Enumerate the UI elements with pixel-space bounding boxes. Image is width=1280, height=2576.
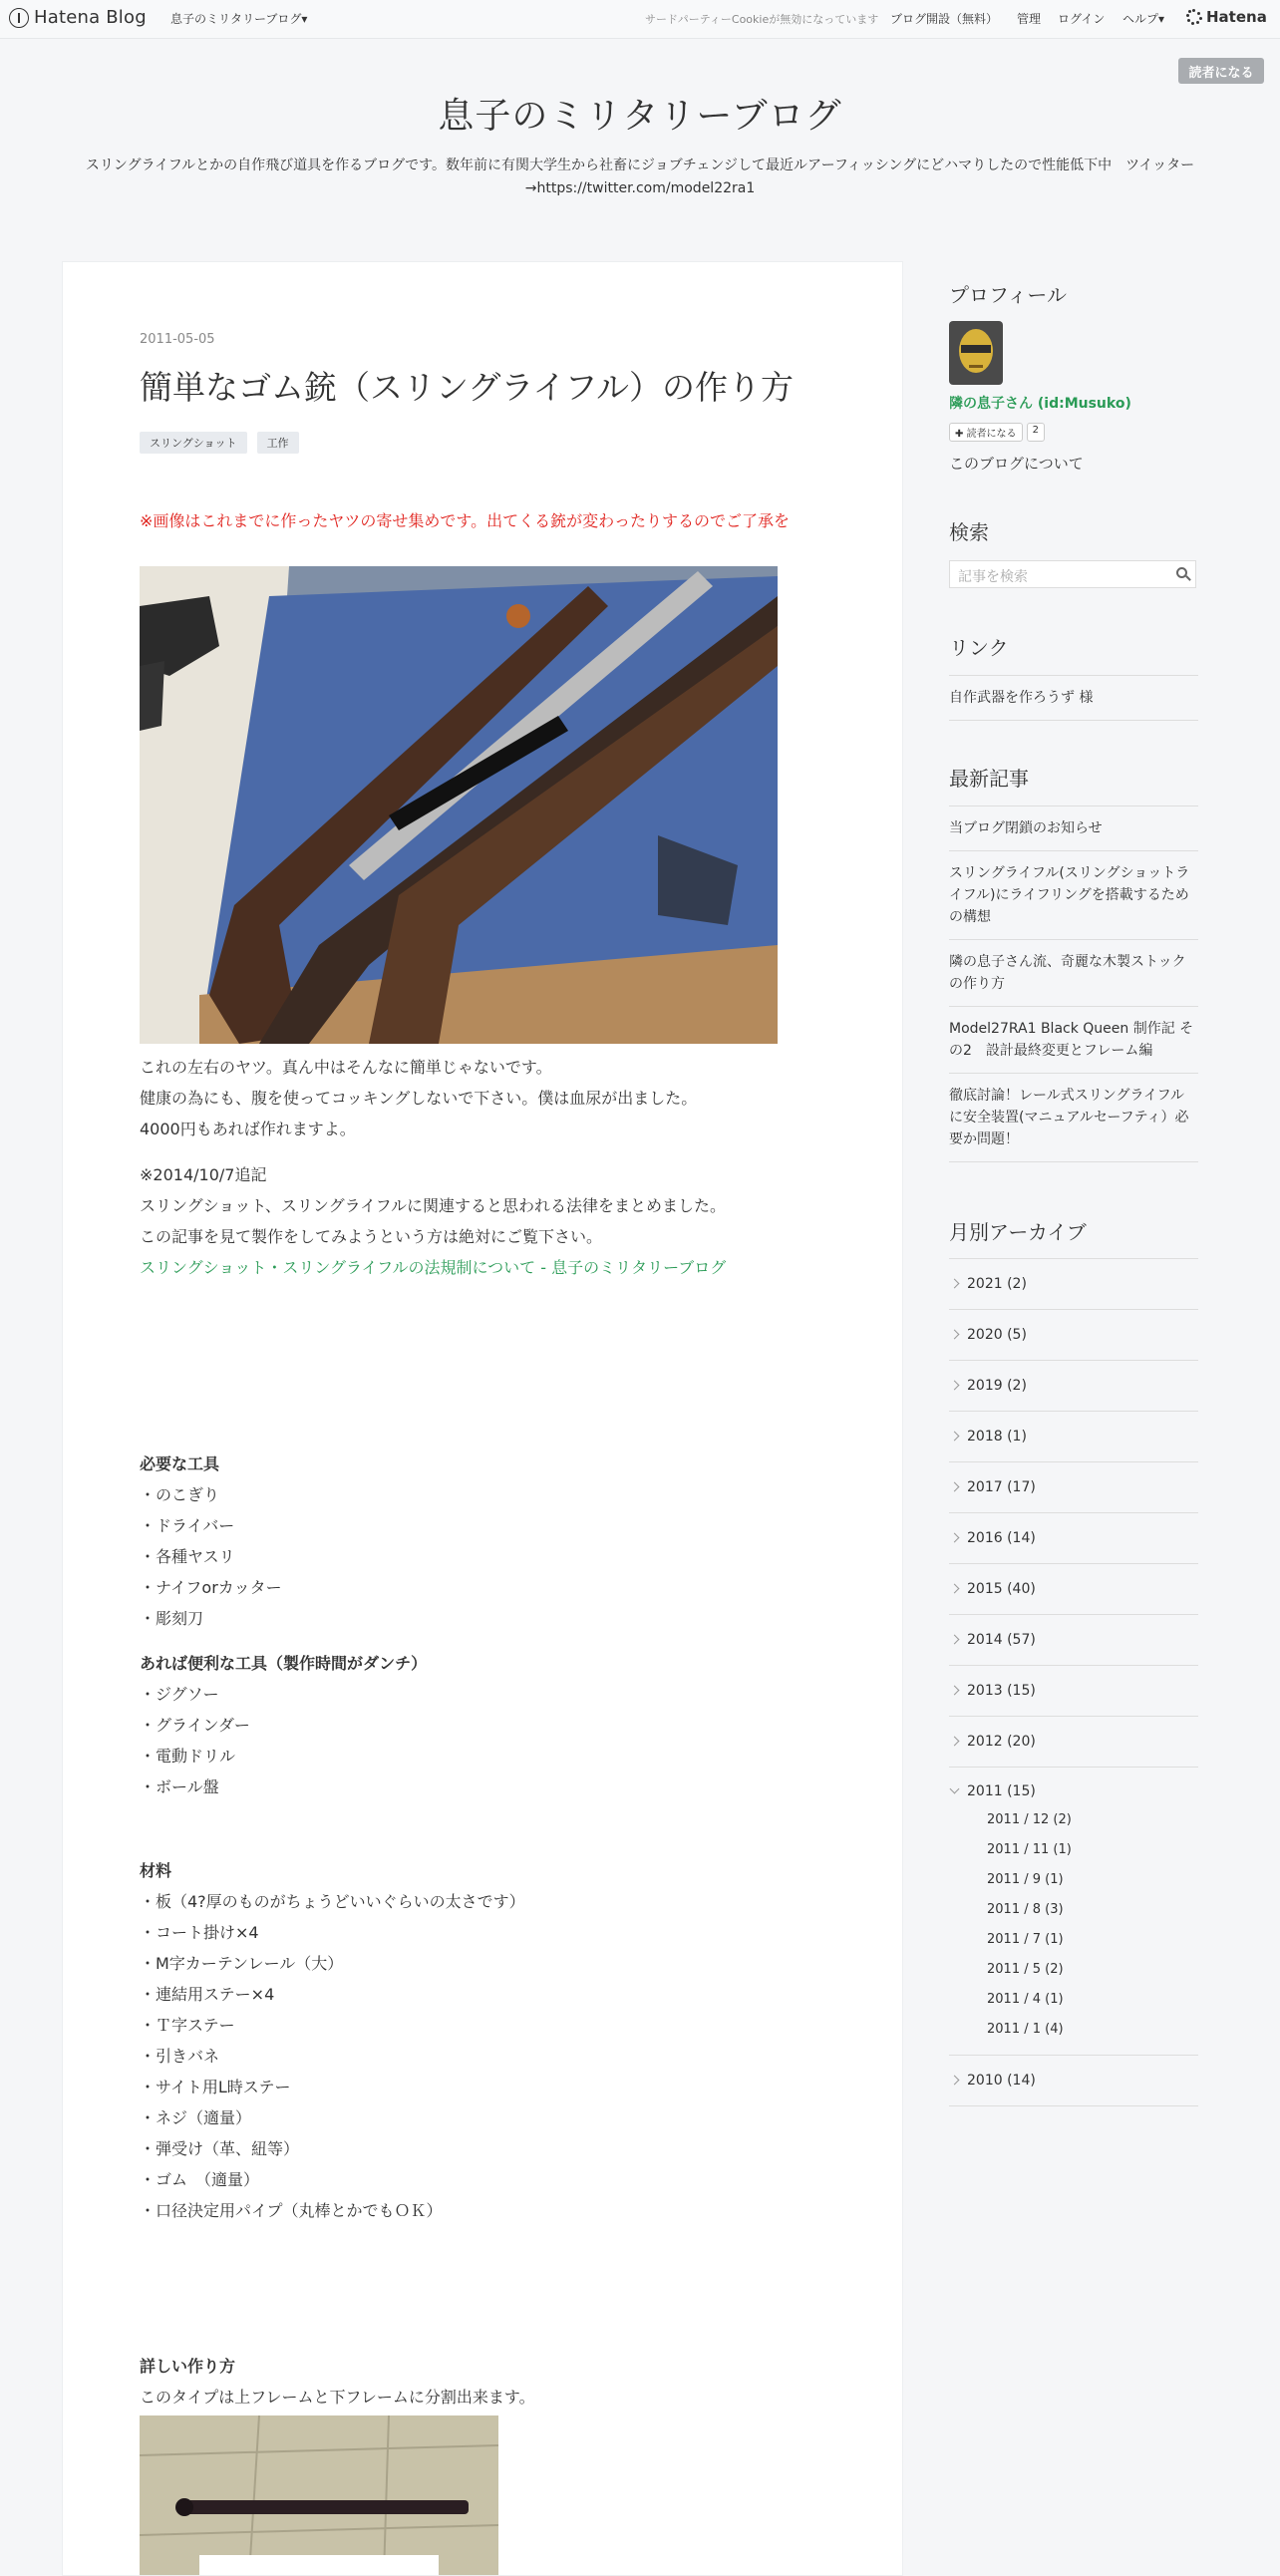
text-line: スリングショット、スリングライフルに関連すると思われる法律をまとめました。: [140, 1196, 727, 1215]
archive-year[interactable]: [949, 1512, 1198, 1563]
archive-year[interactable]: [949, 1309, 1198, 1360]
list-item: ・M字カーテンレール（大）: [140, 1954, 344, 1973]
archive-month[interactable]: 2011 / 4 (1): [987, 1992, 1064, 2007]
entry-notice: ※画像はこれまでに作ったヤツの寄せ集めです。出てくる銃が変わったりするのでご了承を: [140, 511, 790, 530]
list-item: ・彫刻刀: [140, 1609, 204, 1628]
help-menu[interactable]: ヘルプ▾: [1122, 12, 1165, 26]
archive-year[interactable]: [949, 1360, 1198, 1411]
blog-description: スリングライフルとかの自作飛び道具を作るブログです。数年前に有関大学生から社畜にジョブチェンジして最近ルアーフィッシングにどハマりしたので性能低下中 ツイッター→https://twitter.com/model22ra1: [85, 158, 1195, 196]
login-link[interactable]: ログイン: [1058, 12, 1106, 26]
chevron-right-icon: [950, 1737, 960, 1747]
chevron-right-icon: [950, 1279, 960, 1289]
search-input[interactable]: [949, 560, 1196, 588]
archive-year-label: 2017 (17): [967, 1479, 1036, 1495]
list-item: ・サイト用L時ステー: [140, 2078, 291, 2096]
search-icon[interactable]: [1176, 567, 1187, 578]
archive-year[interactable]: [949, 1258, 1198, 1309]
tools-section: [140, 1449, 282, 1634]
list-item: ・引きバネ: [140, 2047, 220, 2066]
profile-name[interactable]: 隣の息子さん (id:Musuko): [949, 396, 1131, 412]
text-line: 健康の為にも、腹を使ってコッキングしないで下さい。僕は血尿が出ました。: [140, 1089, 698, 1108]
archive-year-label: 2015 (40): [967, 1581, 1036, 1597]
manage-link[interactable]: 管理: [1017, 12, 1042, 26]
entry-article: [62, 261, 903, 2576]
chevron-right-icon: [950, 1381, 960, 1391]
archive-year-label: 2014 (57): [967, 1632, 1036, 1648]
search-placeholder: 記事を検索: [958, 569, 1028, 585]
archive-year[interactable]: [949, 2055, 1198, 2106]
link-item[interactable]: 自作武器を作ろうず 様: [949, 675, 1198, 721]
archive-month[interactable]: 2011 / 1 (4): [987, 2022, 1064, 2037]
text-line: これの左右のヤツ。真ん中はそんなに簡単じゃないです。: [140, 1058, 552, 1077]
list-item: ・ボール盤: [140, 1777, 219, 1796]
archive-month[interactable]: 2011 / 5 (2): [987, 1962, 1064, 1977]
archive-year[interactable]: [949, 1461, 1198, 1512]
subscriber-count[interactable]: 2: [1027, 423, 1045, 442]
chevron-right-icon: [950, 1330, 960, 1340]
recent-entry[interactable]: 当ブログ閉鎖のお知らせ: [949, 805, 1198, 850]
list-item: ・コート掛け×4: [140, 1923, 259, 1942]
entry-date[interactable]: 2011-05-05: [140, 332, 215, 347]
materials-section: [140, 1855, 525, 2226]
archive-year-label: 2021 (2): [967, 1276, 1027, 1292]
hatena-dots-icon: [1186, 9, 1202, 25]
list-item: ・口径決定用パイプ（丸棒とかでもＯＫ）: [140, 2201, 443, 2220]
slingshot-rifles-photo: [140, 566, 778, 1044]
list-item: ・電動ドリル: [140, 1747, 236, 1766]
list-item: ・ゴム （適量）: [140, 2170, 260, 2189]
law-article-link[interactable]: スリングショット・スリングライフルの法規制について - 息子のミリタリーブログ: [140, 1258, 727, 1277]
recent-entry[interactable]: Model27RA1 Black Queen 制作記 その2 設計最終変更とフレーム編: [949, 1006, 1198, 1073]
recent-entry[interactable]: 隣の息子さん流、奇麗な木製ストックの作り方: [949, 939, 1198, 1006]
list-item: ・グラインダー: [140, 1716, 250, 1735]
frame-photo: [140, 2415, 498, 2575]
links-list: [949, 675, 1198, 721]
list-item: ・のこぎり: [140, 1485, 220, 1504]
subscribe-small-label: 読者になる: [966, 429, 1017, 440]
blog-selector[interactable]: 息子のミリタリーブログ▾: [170, 12, 308, 26]
entry-title[interactable]: 簡単なゴム銃（スリングライフル）の作り方: [140, 368, 795, 407]
detail-section: [140, 2351, 535, 2413]
avatar[interactable]: [949, 321, 1003, 385]
archive-month[interactable]: 2011 / 8 (3): [987, 1902, 1064, 1917]
chevron-right-icon: [950, 2076, 960, 2086]
archive-year-label[interactable]: 2011 (15): [967, 1783, 1036, 1799]
chevron-right-icon: [950, 1584, 960, 1594]
recent-entry[interactable]: スリングライフル(スリングショットライフル)にライフリングを搭載するための構想: [949, 850, 1198, 939]
tools-heading: 必要な工具: [140, 1454, 220, 1473]
hatena-logo-icon: [9, 8, 29, 28]
paragraph-1: [140, 1052, 697, 1144]
list-item: ・各種ヤスリ: [140, 1547, 235, 1566]
archive-month[interactable]: 2011 / 12 (2): [987, 1812, 1072, 1827]
global-header: [0, 0, 1280, 39]
archive-year-label: 2018 (1): [967, 1429, 1027, 1445]
text-line: ※2014/10/7追記: [140, 1165, 267, 1184]
archive-year[interactable]: [949, 1563, 1198, 1614]
search-heading: 検索: [949, 520, 989, 544]
text-line: 4000円もあれば作れますよ。: [140, 1120, 356, 1138]
archive-year[interactable]: [949, 1665, 1198, 1716]
archive-month[interactable]: 2011 / 7 (1): [987, 1932, 1064, 1947]
hatena-blog-logo[interactable]: [9, 7, 147, 28]
archive-year-label: 2012 (20): [967, 1734, 1036, 1750]
list-item: ・ナイフorカッター: [140, 1578, 282, 1597]
text-line: この記事を見て製作をしてみようという方は絶対にご覧下さい。: [140, 1227, 603, 1246]
archive-year-label: 2010 (14): [967, 2073, 1036, 2089]
optional-tools-section: [140, 1648, 427, 1802]
detail-heading: 詳しい作り方: [140, 2357, 236, 2376]
open-blog-link[interactable]: ブログ開設（無料）: [890, 12, 999, 26]
chevron-right-icon: [950, 1482, 960, 1492]
archive-months: [949, 1805, 1198, 2045]
subscribe-button[interactable]: 読者になる: [1178, 58, 1264, 84]
archive-year-label: 2019 (2): [967, 1378, 1027, 1394]
category-tag[interactable]: 工作: [257, 432, 299, 454]
chevron-right-icon: [950, 1533, 960, 1543]
archive-year-open: [949, 1767, 1198, 2055]
subscribe-small-button[interactable]: ✚ 読者になる: [949, 423, 1023, 442]
archive-year[interactable]: [949, 1614, 1198, 1665]
chevron-right-icon: [950, 1686, 960, 1696]
archive-month[interactable]: 2011 / 9 (1): [987, 1872, 1064, 1887]
about-blog-link[interactable]: このブログについて: [949, 455, 1084, 473]
archive-year[interactable]: [949, 1716, 1198, 1767]
chevron-right-icon: [950, 1432, 960, 1442]
optional-heading: あれば便利な工具（製作時間がダンチ）: [140, 1654, 428, 1673]
list-item: ・ドライバー: [140, 1516, 235, 1535]
list-item: ・連結用ステー×4: [140, 1985, 275, 2004]
archive-month[interactable]: 2011 / 11 (1): [987, 1842, 1072, 1857]
profile-subscribe: [949, 423, 1045, 442]
detail-text: このタイプは上フレームと下フレームに分割出来ます。: [140, 2388, 535, 2407]
chevron-down-icon[interactable]: [950, 1784, 960, 1794]
list-item: ・ジグソー: [140, 1685, 219, 1704]
list-item: ・弾受け（革、紐等）: [140, 2139, 300, 2158]
archive-year[interactable]: [949, 1411, 1198, 1461]
hatena-menu[interactable]: [1186, 8, 1267, 26]
archive-heading: 月別アーカイブ: [949, 1220, 1087, 1244]
chevron-right-icon: [950, 1635, 960, 1645]
links-heading: リンク: [949, 636, 1009, 660]
paragraph-2: [140, 1159, 726, 1283]
entry-categories: [140, 432, 299, 454]
logo-text: Hatena Blog: [34, 7, 147, 28]
archive-list: [949, 1258, 1198, 2106]
blog-title[interactable]: 息子のミリタリーブログ: [438, 96, 842, 137]
profile-heading: プロフィール: [949, 283, 1067, 307]
cookie-notice[interactable]: サードパーティーCookieが無効になっています: [645, 13, 879, 26]
recent-heading: 最新記事: [949, 767, 1029, 791]
list-item: ・板（4?厚のものがちょうどいいぐらいの太さです）: [140, 1892, 525, 1911]
archive-year-label: 2013 (15): [967, 1683, 1036, 1699]
list-item: ・ネジ（適量）: [140, 2108, 252, 2127]
recent-entry[interactable]: 徹底討論！レール式スリングライフルに安全装置(マニュアルセーフティ）必要か問題！: [949, 1073, 1198, 1162]
category-tag[interactable]: スリングショット: [140, 432, 247, 454]
archive-year-label: 2016 (14): [967, 1530, 1036, 1546]
list-item: ・Ｔ字ステー: [140, 2016, 235, 2035]
hatena-label: Hatena: [1206, 8, 1267, 26]
archive-year-label: 2020 (5): [967, 1327, 1027, 1343]
materials-heading: 材料: [140, 1861, 172, 1880]
recent-entries-list: [949, 805, 1198, 1162]
